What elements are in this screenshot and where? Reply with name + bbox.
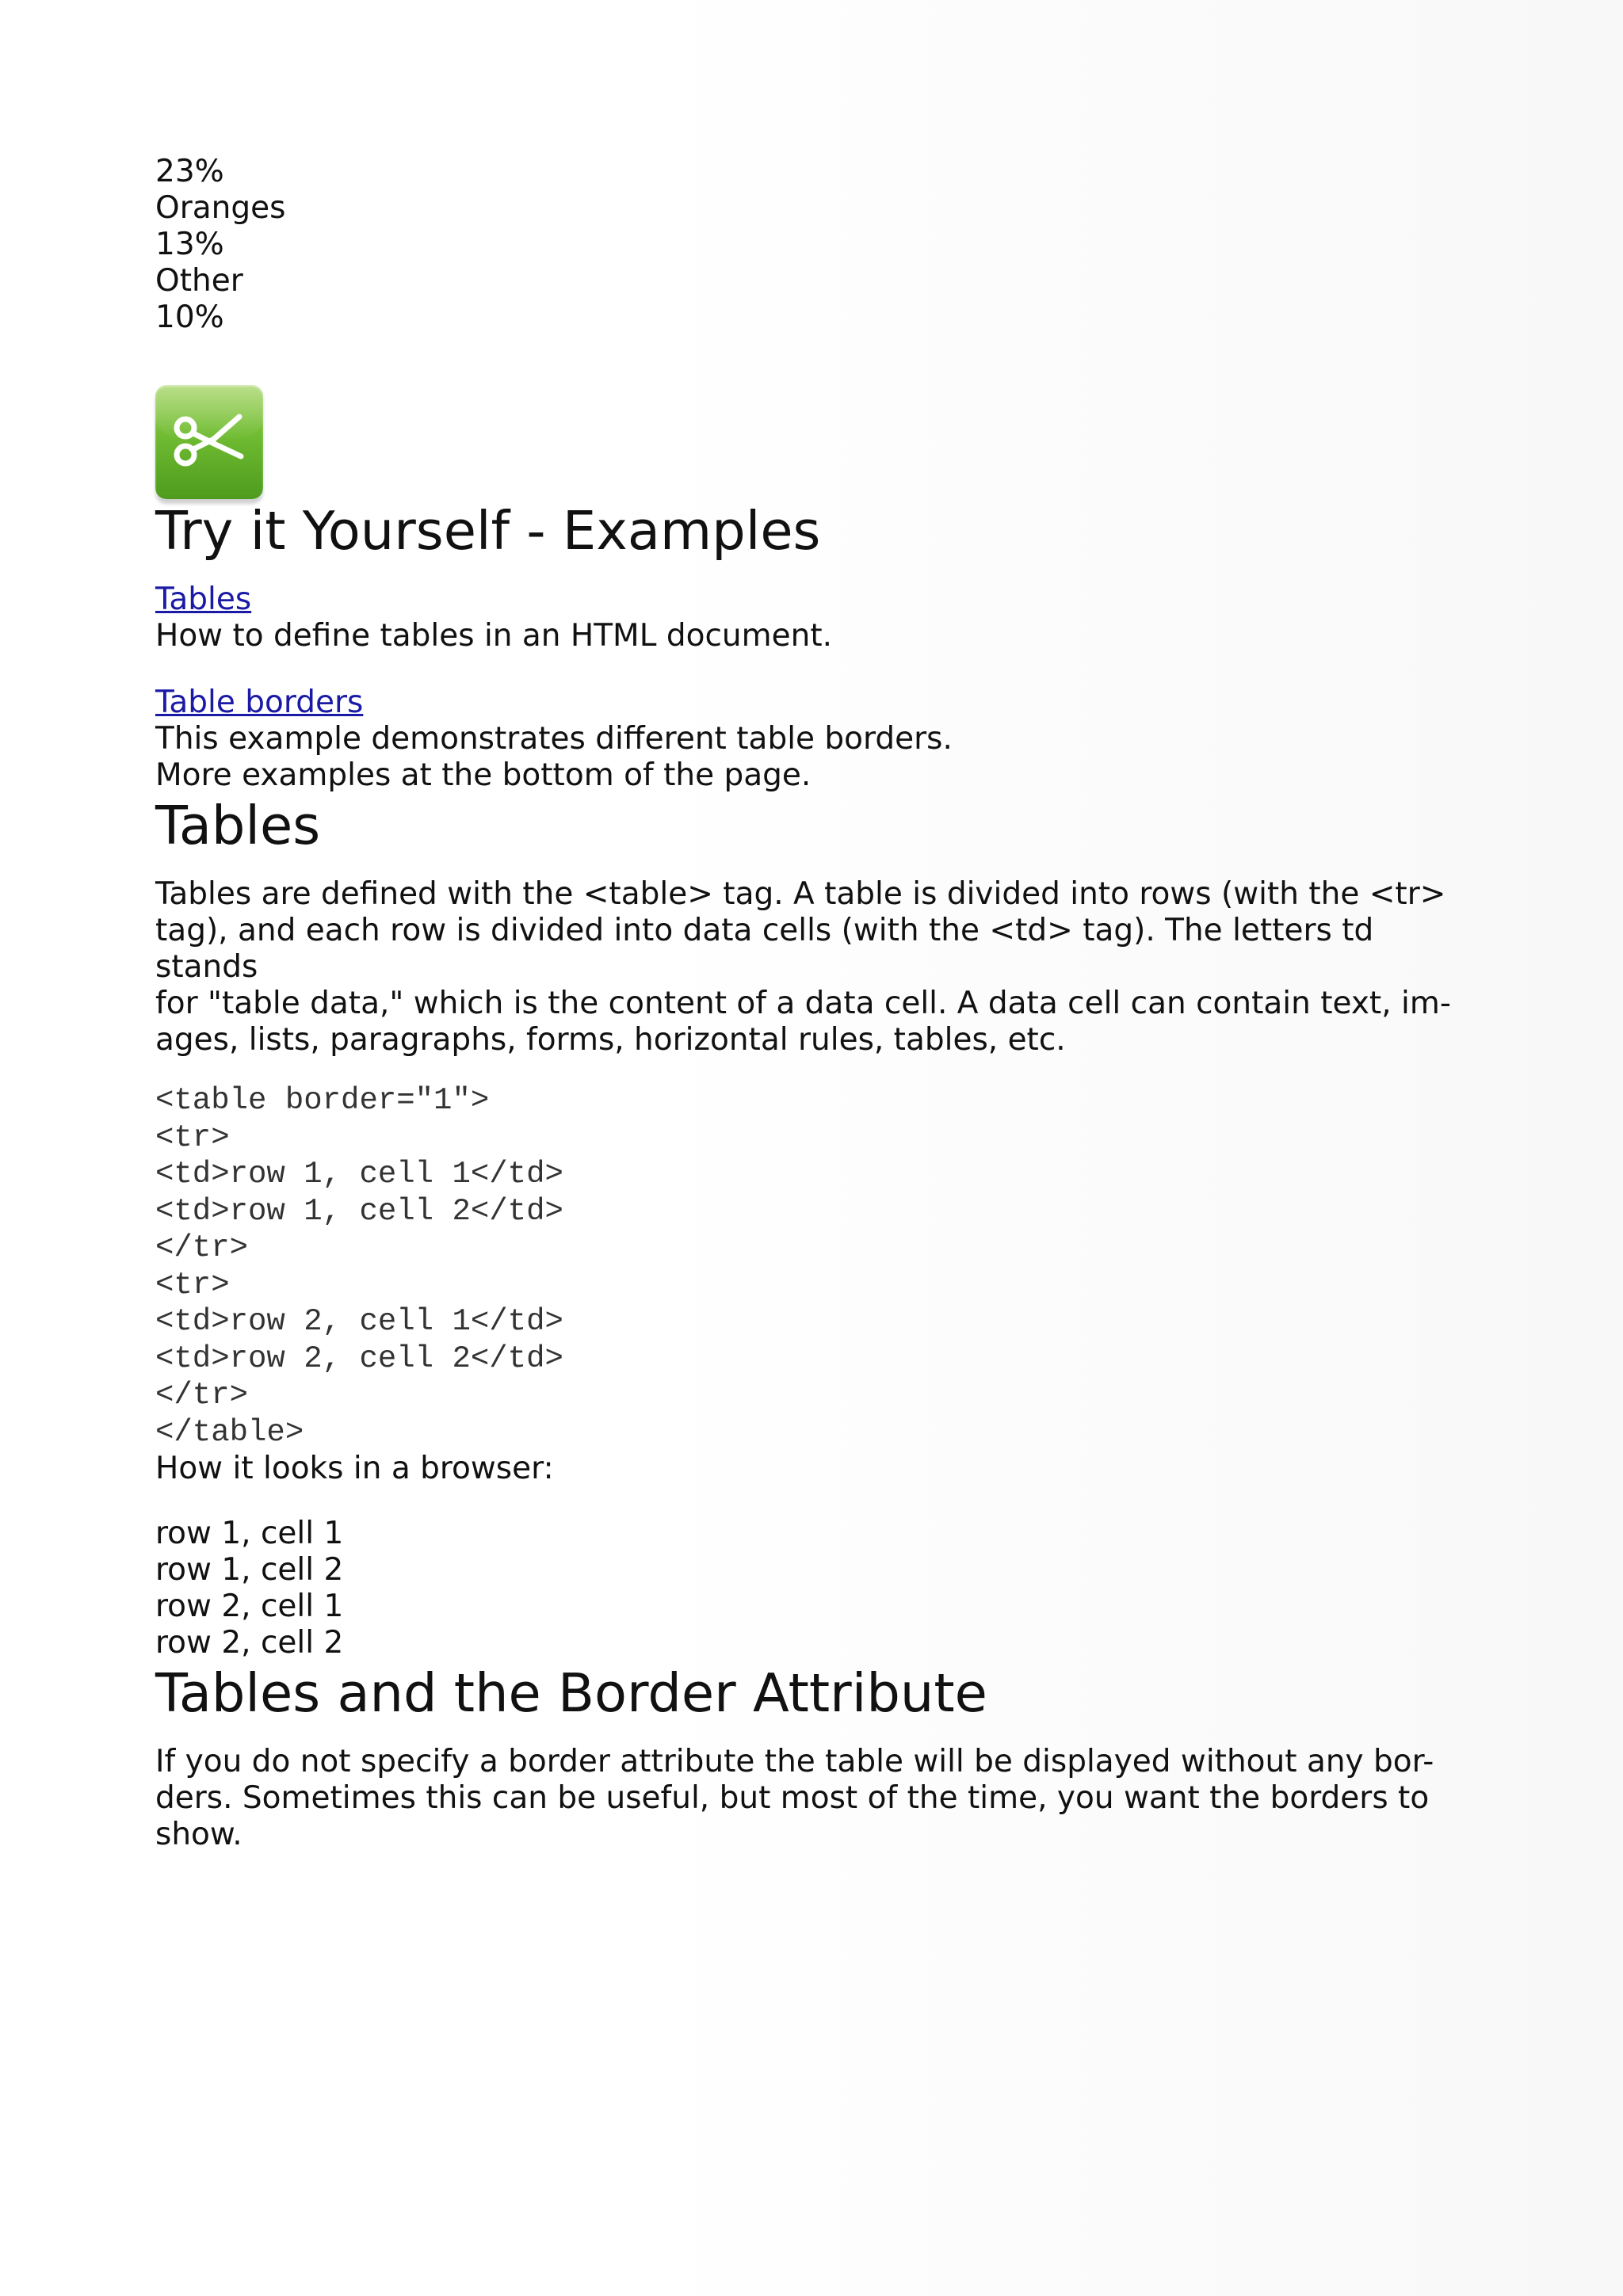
example-description: How to define tables in an HTML document. bbox=[155, 618, 833, 654]
paragraph-line: for "table data," which is the content of a data cell. A data cell can contain text, im- bbox=[155, 986, 1451, 1021]
paragraph-line: If you do not specify a border attribute the table will be displayed without any bor- bbox=[155, 1744, 1434, 1779]
pie-legend-tail bbox=[155, 154, 1471, 336]
tables-heading: Tables bbox=[155, 795, 321, 856]
table-cell: row 2, cell 2 bbox=[155, 1625, 344, 1661]
table-cell: row 2, cell 1 bbox=[155, 1589, 344, 1624]
scissors-glyph bbox=[173, 409, 246, 472]
paragraph-line: ders. Sometimes this can be useful, but most of the time, you want the borders to bbox=[155, 1780, 1430, 1816]
legend-label: Other bbox=[155, 263, 243, 299]
paragraph-line: Tables are defined with the <table> tag. A table is divided into rows (with the <tr> bbox=[155, 876, 1446, 912]
rendered-table-cells bbox=[155, 1516, 1471, 1661]
legend-value: 23% bbox=[155, 154, 224, 189]
table-cell: row 1, cell 1 bbox=[155, 1516, 344, 1551]
table-cell: row 1, cell 2 bbox=[155, 1552, 344, 1588]
paragraph-line: ages, lists, paragraphs, forms, horizontal rules, tables, etc. bbox=[155, 1022, 1066, 1058]
paragraph-line: tag), and each row is divided into data cells (with the <td> tag). The letters td stands bbox=[155, 913, 1374, 985]
try-it-heading: Try it Yourself - Examples bbox=[155, 500, 821, 562]
border-paragraph bbox=[155, 1744, 1471, 1853]
example-link-table-borders[interactable]: Table borders bbox=[155, 685, 364, 720]
more-examples-note: More examples at the bottom of the page. bbox=[155, 757, 812, 793]
browser-caption: How it looks in a browser: bbox=[155, 1451, 554, 1486]
paragraph-line: show. bbox=[155, 1817, 242, 1852]
example-link-tables[interactable]: Tables bbox=[155, 582, 252, 617]
legend-value: 13% bbox=[155, 227, 224, 262]
legend-label: Oranges bbox=[155, 190, 286, 226]
tables-paragraph bbox=[155, 876, 1471, 1058]
page-content bbox=[155, 154, 1471, 1853]
border-attribute-heading: Tables and the Border Attribute bbox=[155, 1662, 987, 1724]
example-description: This example demonstrates different table borders. bbox=[155, 721, 953, 757]
legend-value: 10% bbox=[155, 299, 224, 335]
table-code-example: <table border="1"> <tr> <td>row 1, cell 1</td> <td>row 1, cell 2</td> </tr> <tr> <td>row 2, cell 1</td> <td>row 2, cell 2</td> </tr> </table> bbox=[155, 1083, 563, 1450]
scissors-icon bbox=[155, 385, 263, 499]
